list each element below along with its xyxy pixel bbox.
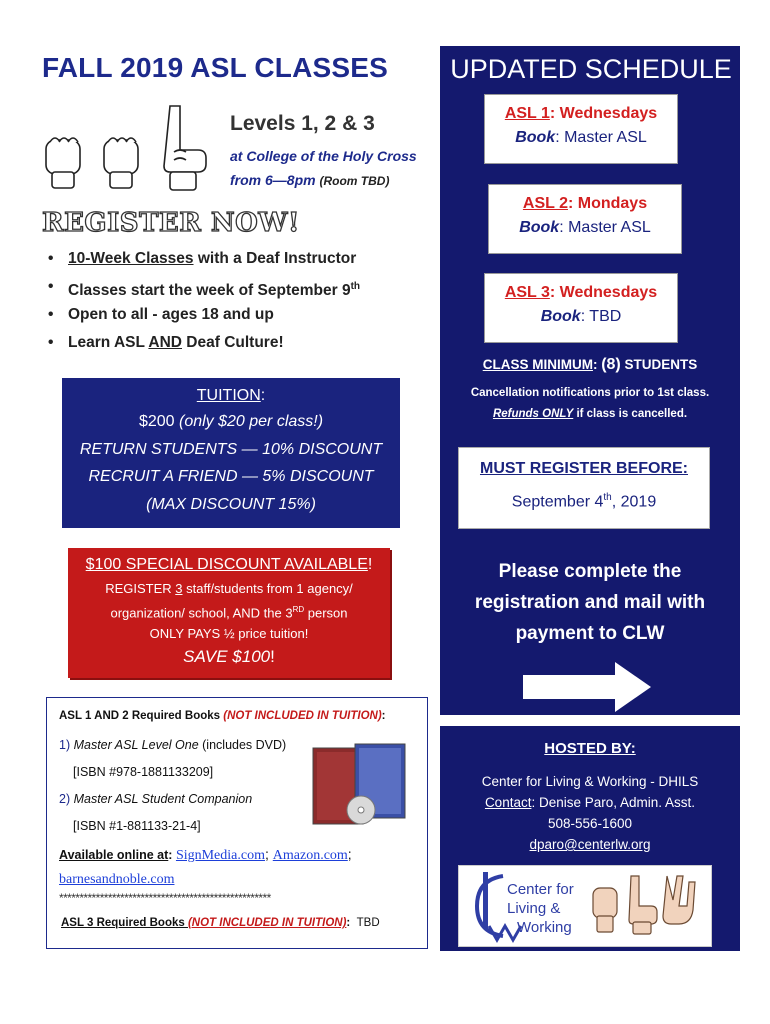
venue-text xyxy=(230,144,417,193)
book-2 xyxy=(59,792,252,806)
list-item xyxy=(48,301,360,329)
contact-name: : Denise Paro, Admin. Asst. xyxy=(531,795,696,810)
levels-heading: Levels 1, 2 & 3 xyxy=(230,112,375,135)
refunds-only: Refunds ONLY xyxy=(492,408,574,420)
tuition-price-note: (only $20 per class!) xyxy=(178,413,324,430)
list-item xyxy=(48,329,360,357)
link-signmedia[interactable]: SignMedia.com xyxy=(175,848,265,863)
class-book xyxy=(485,129,677,147)
books-asl12-heading xyxy=(59,710,386,722)
books-sep-2: ; xyxy=(347,846,352,862)
class-day xyxy=(485,284,677,302)
books-asl12-note: (NOT INCLUDED IN TUITION) xyxy=(223,710,382,722)
list-item xyxy=(48,245,360,273)
special-save-text: SAVE $100 xyxy=(183,647,271,667)
deadline-title: MUST REGISTER BEFORE: xyxy=(479,460,688,477)
mail-line3: payment to CLW xyxy=(515,623,665,644)
list-item xyxy=(48,273,360,301)
special-body-sup: RD xyxy=(292,605,305,614)
special-save-bang: ! xyxy=(270,647,275,667)
class-box-asl2 xyxy=(488,184,682,254)
cancellation-line1: Cancellation notifications prior to 1st class. xyxy=(470,387,710,399)
bullet-3-text: Open to all - ages 18 and up xyxy=(68,306,274,323)
mail-instructions xyxy=(440,556,740,649)
email-link[interactable]: dparo@centerlw.org xyxy=(529,837,651,852)
special-body-c: organization/ school, AND the 3 xyxy=(110,605,293,621)
hosted-phone: 508-556-1600 xyxy=(547,816,633,831)
tuition-title-text: TUITION xyxy=(196,387,261,404)
books-sep-1: ; xyxy=(264,846,273,862)
class-minimum-rest: STUDENTS xyxy=(620,357,698,372)
tuition-price xyxy=(62,408,400,436)
book-1 xyxy=(59,738,286,752)
book-2-num: 2) xyxy=(59,792,74,806)
time-text: from 6—8pm xyxy=(230,172,316,188)
deadline-box xyxy=(458,447,710,529)
books-asl12-colon: : xyxy=(381,710,386,722)
deadline-date-b: , 2019 xyxy=(611,493,657,511)
bullet-4-text-b: Deaf Culture! xyxy=(182,334,284,351)
class-book-label: Book xyxy=(519,219,560,236)
deadline-date xyxy=(459,492,709,511)
required-books-box xyxy=(46,697,428,949)
class-book xyxy=(485,308,677,326)
class-name: ASL 1 xyxy=(504,105,550,122)
cancellation-note xyxy=(440,383,740,425)
bullet-1-underlined: 10-Week Classes xyxy=(68,250,194,267)
special-body xyxy=(68,578,390,644)
page-title: FALL 2019 ASL CLASSES xyxy=(42,52,389,83)
logo-hands-icon xyxy=(593,876,695,934)
class-minimum-number: (8) xyxy=(601,356,621,373)
special-save xyxy=(68,647,390,667)
asl-hands-illustration xyxy=(42,102,222,196)
hosted-org: Center for Living & Working - DHILS xyxy=(481,774,699,789)
cancellation-line2 xyxy=(440,404,740,425)
class-box-asl1 xyxy=(484,94,678,164)
tuition-recruit-discount: RECRUIT A FRIEND — 5% DISCOUNT xyxy=(88,468,374,485)
bullet-4-text-a: Learn ASL xyxy=(68,334,149,351)
link-barnesandnoble[interactable]: barnesandnoble.com xyxy=(59,872,175,887)
tuition-max-discount: (MAX DISCOUNT 15%) xyxy=(146,495,316,513)
tuition-colon: : xyxy=(260,387,266,404)
right-arrow-icon xyxy=(523,662,651,712)
books-online-colon: : xyxy=(168,848,176,862)
clw-logo-graphic xyxy=(459,866,711,946)
bullet-1-text: with a Deaf Instructor xyxy=(193,250,357,267)
books-asl3-heading xyxy=(61,917,380,929)
books-asl3-colon: : xyxy=(346,917,351,929)
special-body-a: REGISTER xyxy=(105,581,176,596)
class-book xyxy=(489,219,681,237)
venue-line2 xyxy=(230,168,417,193)
link-amazon[interactable]: Amazon.com xyxy=(272,848,348,863)
books-online-label: Available online at xyxy=(59,848,169,862)
tuition-title xyxy=(62,384,400,408)
book-1-isbn: [ISBN #978-1881133209] xyxy=(73,765,214,779)
logo-line2: Living & xyxy=(507,900,561,917)
books-asl3-label: ASL 3 Required Books xyxy=(61,917,188,929)
hosted-contact xyxy=(440,792,740,813)
books-online xyxy=(59,843,399,891)
bullet-4-underlined: AND xyxy=(148,334,182,351)
schedule-title: UPDATED SCHEDULE xyxy=(450,54,732,84)
books-asl3-note: (NOT INCLUDED IN TUITION) xyxy=(187,917,347,929)
logo-line3: Working xyxy=(517,919,572,936)
room-text: (Room TBD) xyxy=(319,174,390,188)
special-body-num: 3 xyxy=(175,581,183,596)
contact-label: Contact xyxy=(484,795,532,810)
books-asl12-label: ASL 1 AND 2 Required Books xyxy=(59,710,224,722)
class-minimum-colon: : xyxy=(592,357,602,372)
class-day-text: : Wednesdays xyxy=(549,284,658,301)
class-name: ASL 3 xyxy=(504,284,550,301)
class-day xyxy=(489,195,681,213)
venue-line1: at College of the Holy Cross xyxy=(230,148,417,164)
book-2-title: Master ASL Student Companion xyxy=(73,792,253,806)
class-minimum xyxy=(440,356,740,374)
tuition-return-discount: RETURN STUDENTS — 10% DISCOUNT xyxy=(79,440,383,458)
deadline-date-a: September 4 xyxy=(511,493,604,511)
tuition-price-amount: $200 xyxy=(138,413,179,430)
class-minimum-label: CLASS MINIMUM xyxy=(482,357,593,372)
special-body-b: staff/students from 1 agency/ xyxy=(182,581,353,596)
book-cover-image xyxy=(309,742,409,832)
special-title-bang: ! xyxy=(367,556,373,573)
class-book-text: : Master ASL xyxy=(555,129,647,146)
book-1-note: (includes DVD) xyxy=(198,738,287,752)
deadline-date-sup: th xyxy=(603,492,612,503)
bullet-2-text: Classes start the week of September 9 xyxy=(68,282,351,300)
book-2-isbn: [ISBN #1-881133-21-4] xyxy=(73,819,201,833)
class-box-asl3 xyxy=(484,273,678,343)
mail-line1: Please complete the xyxy=(498,561,682,582)
tuition-box xyxy=(62,378,400,528)
register-heading: REGISTER NOW! xyxy=(42,208,300,238)
special-title-text: $100 SPECIAL DISCOUNT AVAILABLE xyxy=(85,556,368,573)
clw-logo xyxy=(458,865,712,947)
feature-list xyxy=(48,245,360,357)
special-discount-box xyxy=(68,548,390,678)
class-day xyxy=(485,105,677,123)
cancellation-line2-rest: if class is cancelled. xyxy=(573,408,688,420)
mail-line2: registration and mail with xyxy=(474,592,706,613)
class-day-text: : Mondays xyxy=(567,195,648,212)
special-title xyxy=(68,556,390,574)
class-book-text: : Master ASL xyxy=(559,219,651,236)
hosted-details xyxy=(440,771,740,855)
bullet-2-sup: th xyxy=(350,281,361,292)
class-day-text: : Wednesdays xyxy=(549,105,658,122)
book-1-num: 1) xyxy=(59,738,74,752)
class-book-label: Book xyxy=(515,129,556,146)
class-book-text: : TBD xyxy=(580,308,622,325)
special-body-e: ONLY PAYS ½ price tuition! xyxy=(149,626,309,642)
special-body-d: person xyxy=(304,605,348,621)
class-book-label: Book xyxy=(540,308,581,325)
hosted-title: HOSTED BY: xyxy=(544,740,636,757)
book-1-title: Master ASL Level One xyxy=(73,738,199,752)
logo-line1: Center for xyxy=(507,881,574,898)
star-divider: **************************************************** xyxy=(59,891,271,905)
books-asl3-value: TBD xyxy=(356,917,380,929)
class-name: ASL 2 xyxy=(522,195,568,212)
